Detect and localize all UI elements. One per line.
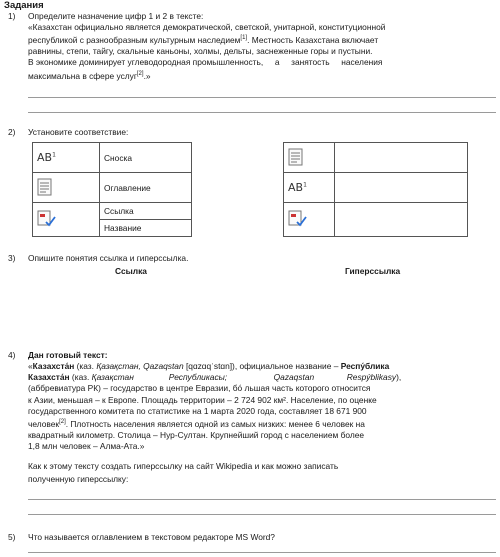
q4-question-b: полученную гиперссылку: (28, 474, 129, 484)
q2-option-footnote: Сноска (100, 143, 192, 173)
q4-prompt: Дан готовый текст: (28, 350, 108, 360)
page-title: Задания (4, 0, 44, 11)
q2-cell-icon-toc (33, 173, 100, 203)
q2-number: 2) (8, 127, 16, 137)
q1-line-4: В экономике доминирует углеводородная промышленность, а занятость населения (28, 57, 383, 68)
q4-question-a: Как к этому тексту создать гиперссылку на сайт Wikipedia и как можно записать (28, 461, 339, 471)
q3-col-hyperlink: Гиперссылка (345, 266, 401, 276)
q1-answer-line-2[interactable] (28, 112, 496, 113)
q4-line-4: к Азии, меньшая – к Европе. Площадь территории – 2 724 902 км². Население, по оценке (28, 394, 377, 405)
crossref-icon (288, 210, 308, 228)
q4-answer-line-1[interactable] (28, 499, 496, 500)
ab-footnote-icon: $AB^1$ (288, 181, 307, 194)
q1-line-5: максимальна в сфере услуг[2].» (28, 70, 151, 81)
toc-icon (288, 148, 304, 166)
q1-line-1: «Казахстан официально является демократической, светской, унитарной, конституционной (28, 22, 386, 32)
q2-prompt: Установите соответствие: (28, 127, 129, 137)
q4-line-8: 1,8 млн человек – Алма-Ата.» (28, 441, 145, 452)
q2-right-answer-3[interactable] (335, 203, 468, 237)
q1-line-2: республикой с разнообразным культурным наследием[1]. Местность Казахстана включает (28, 35, 379, 45)
q2-cell-icon-link (33, 203, 100, 237)
q2-left-table (32, 142, 192, 237)
q2-right-answer-2[interactable] (335, 173, 468, 203)
q2-right-table (283, 142, 468, 237)
q1-number: 1) (8, 11, 16, 21)
q3-prompt: Опишите понятия ссылка и гиперссылка. (28, 253, 189, 263)
q5-number: 5) (8, 532, 16, 542)
q2-right-answer-1[interactable] (335, 143, 468, 173)
q4-line-6: человек[2]. Плотность населения является одной из самых низких: менее 6 человек на (28, 418, 365, 429)
q4-line-7: квадратный километр. Столица – Нур-Султан. Крупнейший город с населением более (28, 430, 365, 441)
q2-option-link: Ссылка (100, 203, 192, 220)
q4-line-2: Казахста́н (каз. Қазақстан Республикасы; Qazaqstan Respýblikasy), (28, 372, 402, 383)
q2-right-icon-link (284, 203, 335, 237)
q2-right-icon-ab (284, 173, 335, 203)
q5-answer-line[interactable] (28, 552, 496, 553)
crossref-icon (37, 210, 57, 228)
q4-text (28, 361, 498, 452)
q2-right-icon-toc (284, 143, 335, 173)
q3-col-link: Ссылка (115, 266, 147, 276)
ab-footnote-icon: $AB^1$ (37, 151, 56, 164)
q2-option-title: Название (100, 220, 192, 237)
q1-line-3: равнины, степи, тайгу, скальные каньоны, холмы, дельты, заснеженные горы и пустыни. (28, 46, 373, 57)
q1-prompt: Определите назначение цифр 1 и 2 в тексте: (28, 11, 204, 21)
toc-icon (37, 178, 53, 196)
q2-option-toc: Оглавление (100, 173, 192, 203)
q5-prompt: Что называется оглавлением в текстовом редакторе MS Word? (28, 532, 275, 542)
q4-line-1: «Казахста́н (каз. Қазақстан, Qazaqstan [qɑzɑqˈstɑn]), официальное название – Респу́блика (28, 361, 390, 371)
q2-cell-icon-ab (33, 143, 100, 173)
q1-ref-1: [1] (240, 35, 248, 42)
q1-answer-line-1[interactable] (28, 97, 496, 98)
q4-answer-line-2[interactable] (28, 514, 496, 515)
q1-text (28, 22, 498, 82)
q3-number: 3) (8, 253, 16, 263)
q4-line-5: государственного комитета по статистике на 1 марта 2020 года, составляет 18 671 900 (28, 405, 367, 416)
q1-ref-2: [2] (136, 70, 144, 77)
q4-ref: [2] (59, 419, 66, 426)
q4-number: 4) (8, 350, 16, 360)
q4-line-3: (аббревиатура РК) – государство в центре Евразии, бо́ льшая часть которого относится (28, 383, 371, 394)
